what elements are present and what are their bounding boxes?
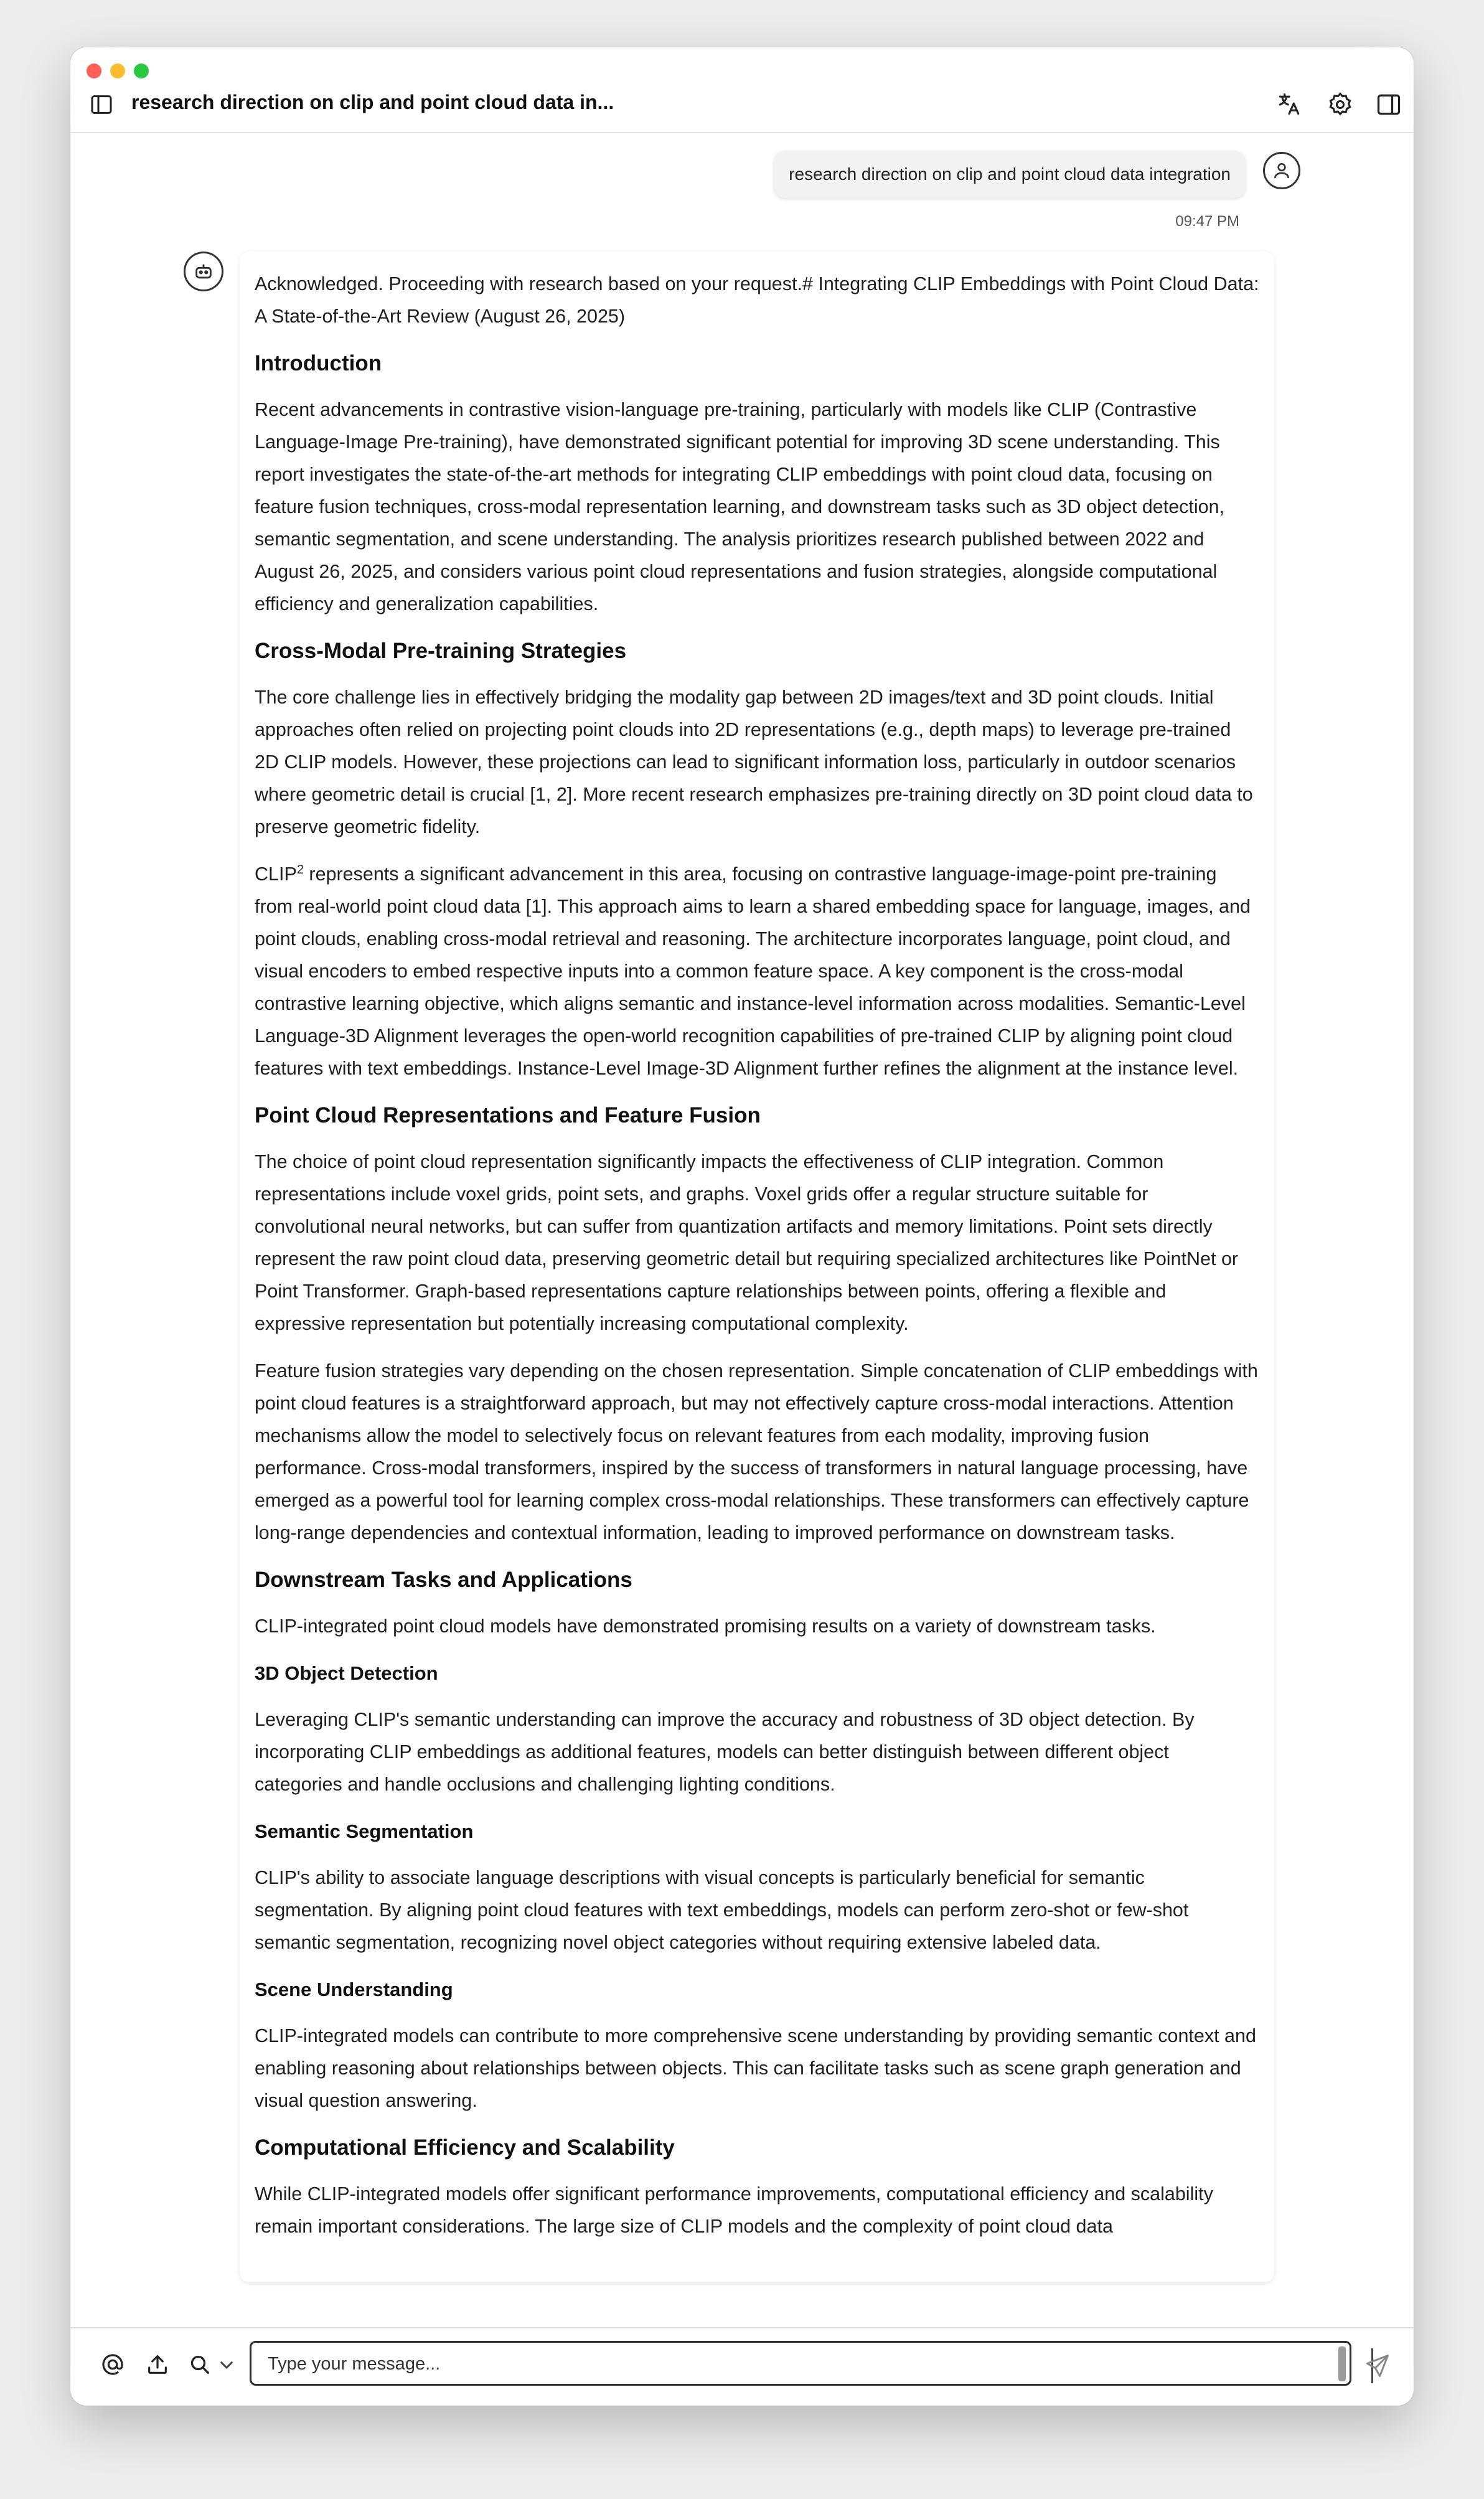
paragraph: CLIP-integrated models can contribute to more comprehensive scene understanding by providing semantic context and enabling reasoning about relationships between objects. This can facilitate tasks such as scene graph generation and visual question answering. — [255, 2025, 1256, 2111]
upload-icon[interactable] — [145, 2352, 170, 2377]
paragraph-clip2 — [255, 858, 1259, 1085]
user-message: research direction on clip and point cloud data integration — [774, 151, 1246, 198]
conversation-title: research direction on clip and point cloud data in... — [131, 91, 614, 113]
message-timestamp: 09:47 PM — [1175, 213, 1239, 230]
paragraph: Feature fusion strategies vary depending on the chosen representation. Simple concatenation of CLIP embeddings with point cloud features is a straightforward approach, but may not effectively capture cross-modal interactions. Attention mechanisms allow the model to selectively focus on relevant features from each modality, improving fusion performance. Cross-modal transformers, inspired by the success of transformers in natural language processing, have emerged as a powerful tool for learning complex cross-modal relationships. These transformers can effectively capture long-range dependencies and contextual information, leading to improved performance on downstream tasks. — [255, 1360, 1258, 1543]
input-scrollbar[interactable] — [1338, 2346, 1346, 2381]
settings-icon[interactable] — [1327, 91, 1354, 118]
mention-icon[interactable] — [100, 2352, 125, 2377]
heading-representations: Point Cloud Representations and Feature Fusion — [255, 1103, 761, 1127]
translate-icon[interactable] — [1275, 91, 1303, 118]
title-bar — [70, 47, 1414, 133]
panel-icon[interactable] — [1375, 91, 1402, 118]
close-window-button[interactable] — [87, 64, 101, 78]
paragraph: Recent advancements in contrastive vision-language pre-training, particularly with models like CLIP (Contrastive Language-Image Pre-training), have demonstrated significant potential for improving 3D scene understanding. This report investigates the state-of-the-art methods for integrating CLIP embeddings with point cloud data, focusing on feature fusion techniques, cross-modal representation learning, and downstream tasks such as 3D object detection, semantic segmentation, and scene understanding. The analysis prioritizes research published between 2022 and August 26, 2025, and considers various point cloud representations and fusion strategies, alongside computational efficiency and generalization capabilities. — [255, 399, 1225, 614]
paragraph: While CLIP-integrated models offer significant performance improvements, computational efficiency and scalability remain important considerations. The large size of CLIP models and the complexity of point cloud data — [255, 2183, 1213, 2237]
paragraph: CLIP-integrated point cloud models have demonstrated promising results on a variety of downstream tasks. — [255, 1616, 1156, 1637]
user-avatar-icon — [1263, 152, 1300, 189]
assistant-intro: Acknowledged. Proceeding with research based on your request.# Integrating CLIP Embeddings with Point Cloud Data: A State-of-the-Art Review (August 26, 2025) — [255, 273, 1259, 327]
message-input[interactable] — [266, 2343, 1315, 2385]
subheading-semantic-segmentation: Semantic Segmentation — [255, 1820, 474, 1842]
paragraph: CLIP's ability to associate language descriptions with visual concepts is particularly beneficial for semantic segmentation. By aligning point cloud features with text embeddings, models can perform zero-shot or few-shot semantic segmentation, recognizing novel object categories without requiring extensive labeled data. — [255, 1867, 1189, 1953]
assistant-message — [240, 252, 1274, 2282]
subheading-scene-understanding: Scene Understanding — [255, 1979, 453, 2000]
app-window — [70, 47, 1414, 2406]
search-icon[interactable] — [187, 2352, 212, 2377]
heading-efficiency: Computational Efficiency and Scalability — [255, 2135, 675, 2160]
chat-area[interactable] — [70, 133, 1414, 2328]
paragraph: Leveraging CLIP's semantic understanding can improve the accuracy and robustness of 3D object detection. By incorporating CLIP embeddings as additional features, models can better distinguish between different object categories and handle occlusions and challenging lighting conditions. — [255, 1709, 1195, 1795]
chevron-down-icon[interactable] — [217, 2352, 236, 2377]
clip2-text: represents a significant advancement in this area, focusing on contrastive language-image-point pre-training from real-world point cloud data [1]. This approach aims to learn a shared embedding space for language, images, and point clouds, enabling cross-modal retrieval and reasoning. The architecture incorporates language, point cloud, and visual encoders to embed respective inputs into a common feature space. A key component is the cross-modal contrastive learning objective, which aligns semantic and instance-level information across modalities. Semantic-Level Language-3D Alignment leverages the open-world recognition capabilities of pre-trained CLIP by aligning point cloud features with text embeddings. Instance-Level Image-3D Alignment further refines the alignment at the instance level. — [255, 864, 1251, 1079]
sidebar-icon[interactable] — [89, 92, 114, 117]
send-icon[interactable] — [1364, 2352, 1391, 2379]
composer-bar — [70, 2327, 1414, 2406]
heading-introduction: Introduction — [255, 351, 382, 375]
subheading-object-detection: 3D Object Detection — [255, 1662, 438, 1684]
bot-avatar-icon — [184, 252, 223, 291]
clip2-term: CLIP — [255, 864, 297, 885]
message-input-box[interactable] — [250, 2341, 1351, 2386]
heading-cross-modal: Cross-Modal Pre-training Strategies — [255, 639, 627, 663]
heading-downstream-tasks: Downstream Tasks and Applications — [255, 1568, 632, 1592]
zoom-window-button[interactable] — [134, 64, 149, 78]
paragraph: The choice of point cloud representation significantly impacts the effectiveness of CLIP integration. Common representations include voxel grids, point sets, and graphs. Voxel grids offer a regular structure suitable for convolutional neural networks, but can suffer from quantization artifacts and memory limitations. Point sets directly represent the raw point cloud data, preserving geometric detail but requiring specialized architectures like PointNet or Point Transformer. Graph-based representations capture relationships between points, offering a flexible and expressive representation but potentially increasing computational complexity. — [255, 1151, 1239, 1334]
clip2-superscript: 2 — [296, 862, 304, 877]
minimize-window-button[interactable] — [110, 64, 125, 78]
paragraph: The core challenge lies in effectively bridging the modality gap between 2D images/text and 3D point clouds. Initial approaches often relied on projecting point clouds into 2D representations (e.g., depth maps) to leverage pre-trained 2D CLIP models. However, these projections can lead to significant information loss, particularly in outdoor scenarios where geometric detail is crucial [1, 2]. More recent research emphasizes pre-training directly on 3D point cloud data to preserve geometric fidelity. — [255, 687, 1253, 837]
